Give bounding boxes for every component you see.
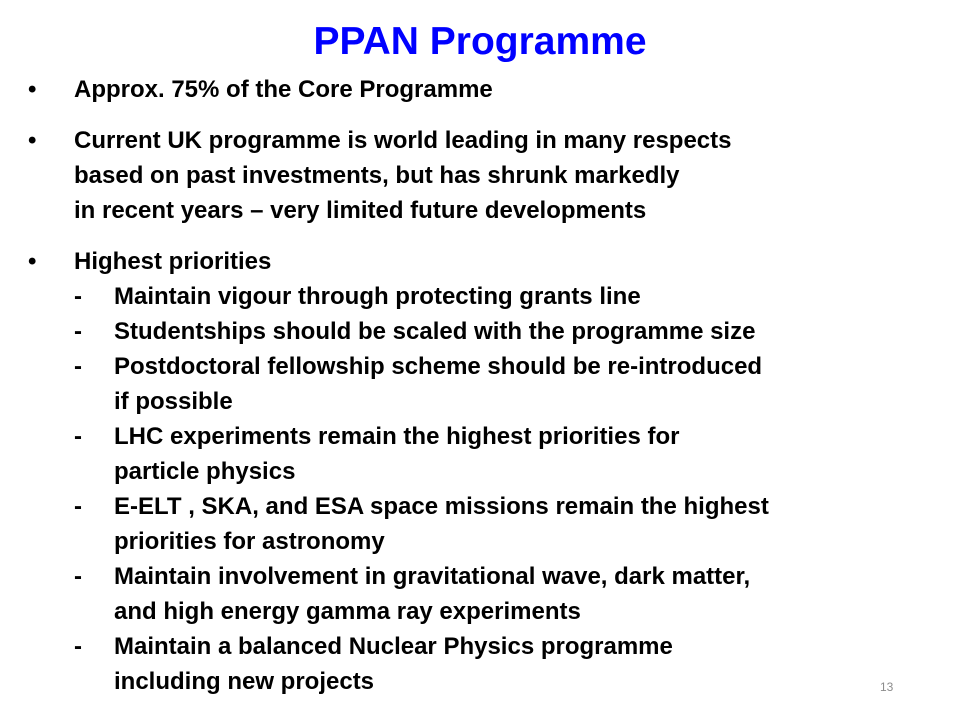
sub-item-line: LHC experiments remain the highest priorities for [114,423,680,450]
sub-item-line: and high energy gamma ray experiments [114,598,581,625]
sub-item-line: including new projects [114,668,375,695]
sub-item [74,314,928,349]
sub-item-line: Maintain vigour through protecting grants line [114,283,641,310]
bullet-item [28,123,928,228]
sub-item-line: Studentships should be scaled with the programme size [114,318,756,345]
dash-icon: - [74,283,82,310]
bullet-icon: • [28,127,37,154]
sub-item-line: priorities for astronomy [114,528,385,555]
sub-item [74,559,928,629]
bullet-icon: • [28,248,37,275]
sub-item-line: E-ELT , SKA, and ESA space missions remain the highest [114,493,769,520]
dash-icon: - [74,633,82,660]
sub-item [74,419,928,489]
bullet-icon: • [28,76,37,103]
slide-title: PPAN Programme [313,20,647,63]
sub-item [74,279,928,314]
sub-item [74,629,928,699]
slide-number: 13 [880,680,894,694]
bullet-item [28,244,928,699]
sub-item-line: Postdoctoral fellowship scheme should be re-introduced [114,353,763,380]
bullet-line: Current UK programme is world leading in many respects [74,127,732,154]
sub-item-line: Maintain a balanced Nuclear Physics programme [114,633,673,660]
dash-icon: - [74,493,82,520]
bullet-item [28,72,928,107]
bullet-line: Approx. 75% of the Core Programme [74,76,493,103]
sub-item [74,489,928,559]
dash-icon: - [74,563,82,590]
bullet-line: in recent years – very limited future developments [74,197,647,224]
sub-item-line: Maintain involvement in gravitational wave, dark matter, [114,563,751,590]
dash-icon: - [74,318,82,345]
dash-icon: - [74,423,82,450]
bullet-line: Highest priorities [74,248,272,275]
bullet-line: based on past investments, but has shrunk markedly [74,162,680,189]
dash-icon: - [74,353,82,380]
sub-item-line: particle physics [114,458,296,485]
slide-body [28,72,928,699]
sub-item [74,349,928,419]
sub-item-line: if possible [114,388,233,415]
